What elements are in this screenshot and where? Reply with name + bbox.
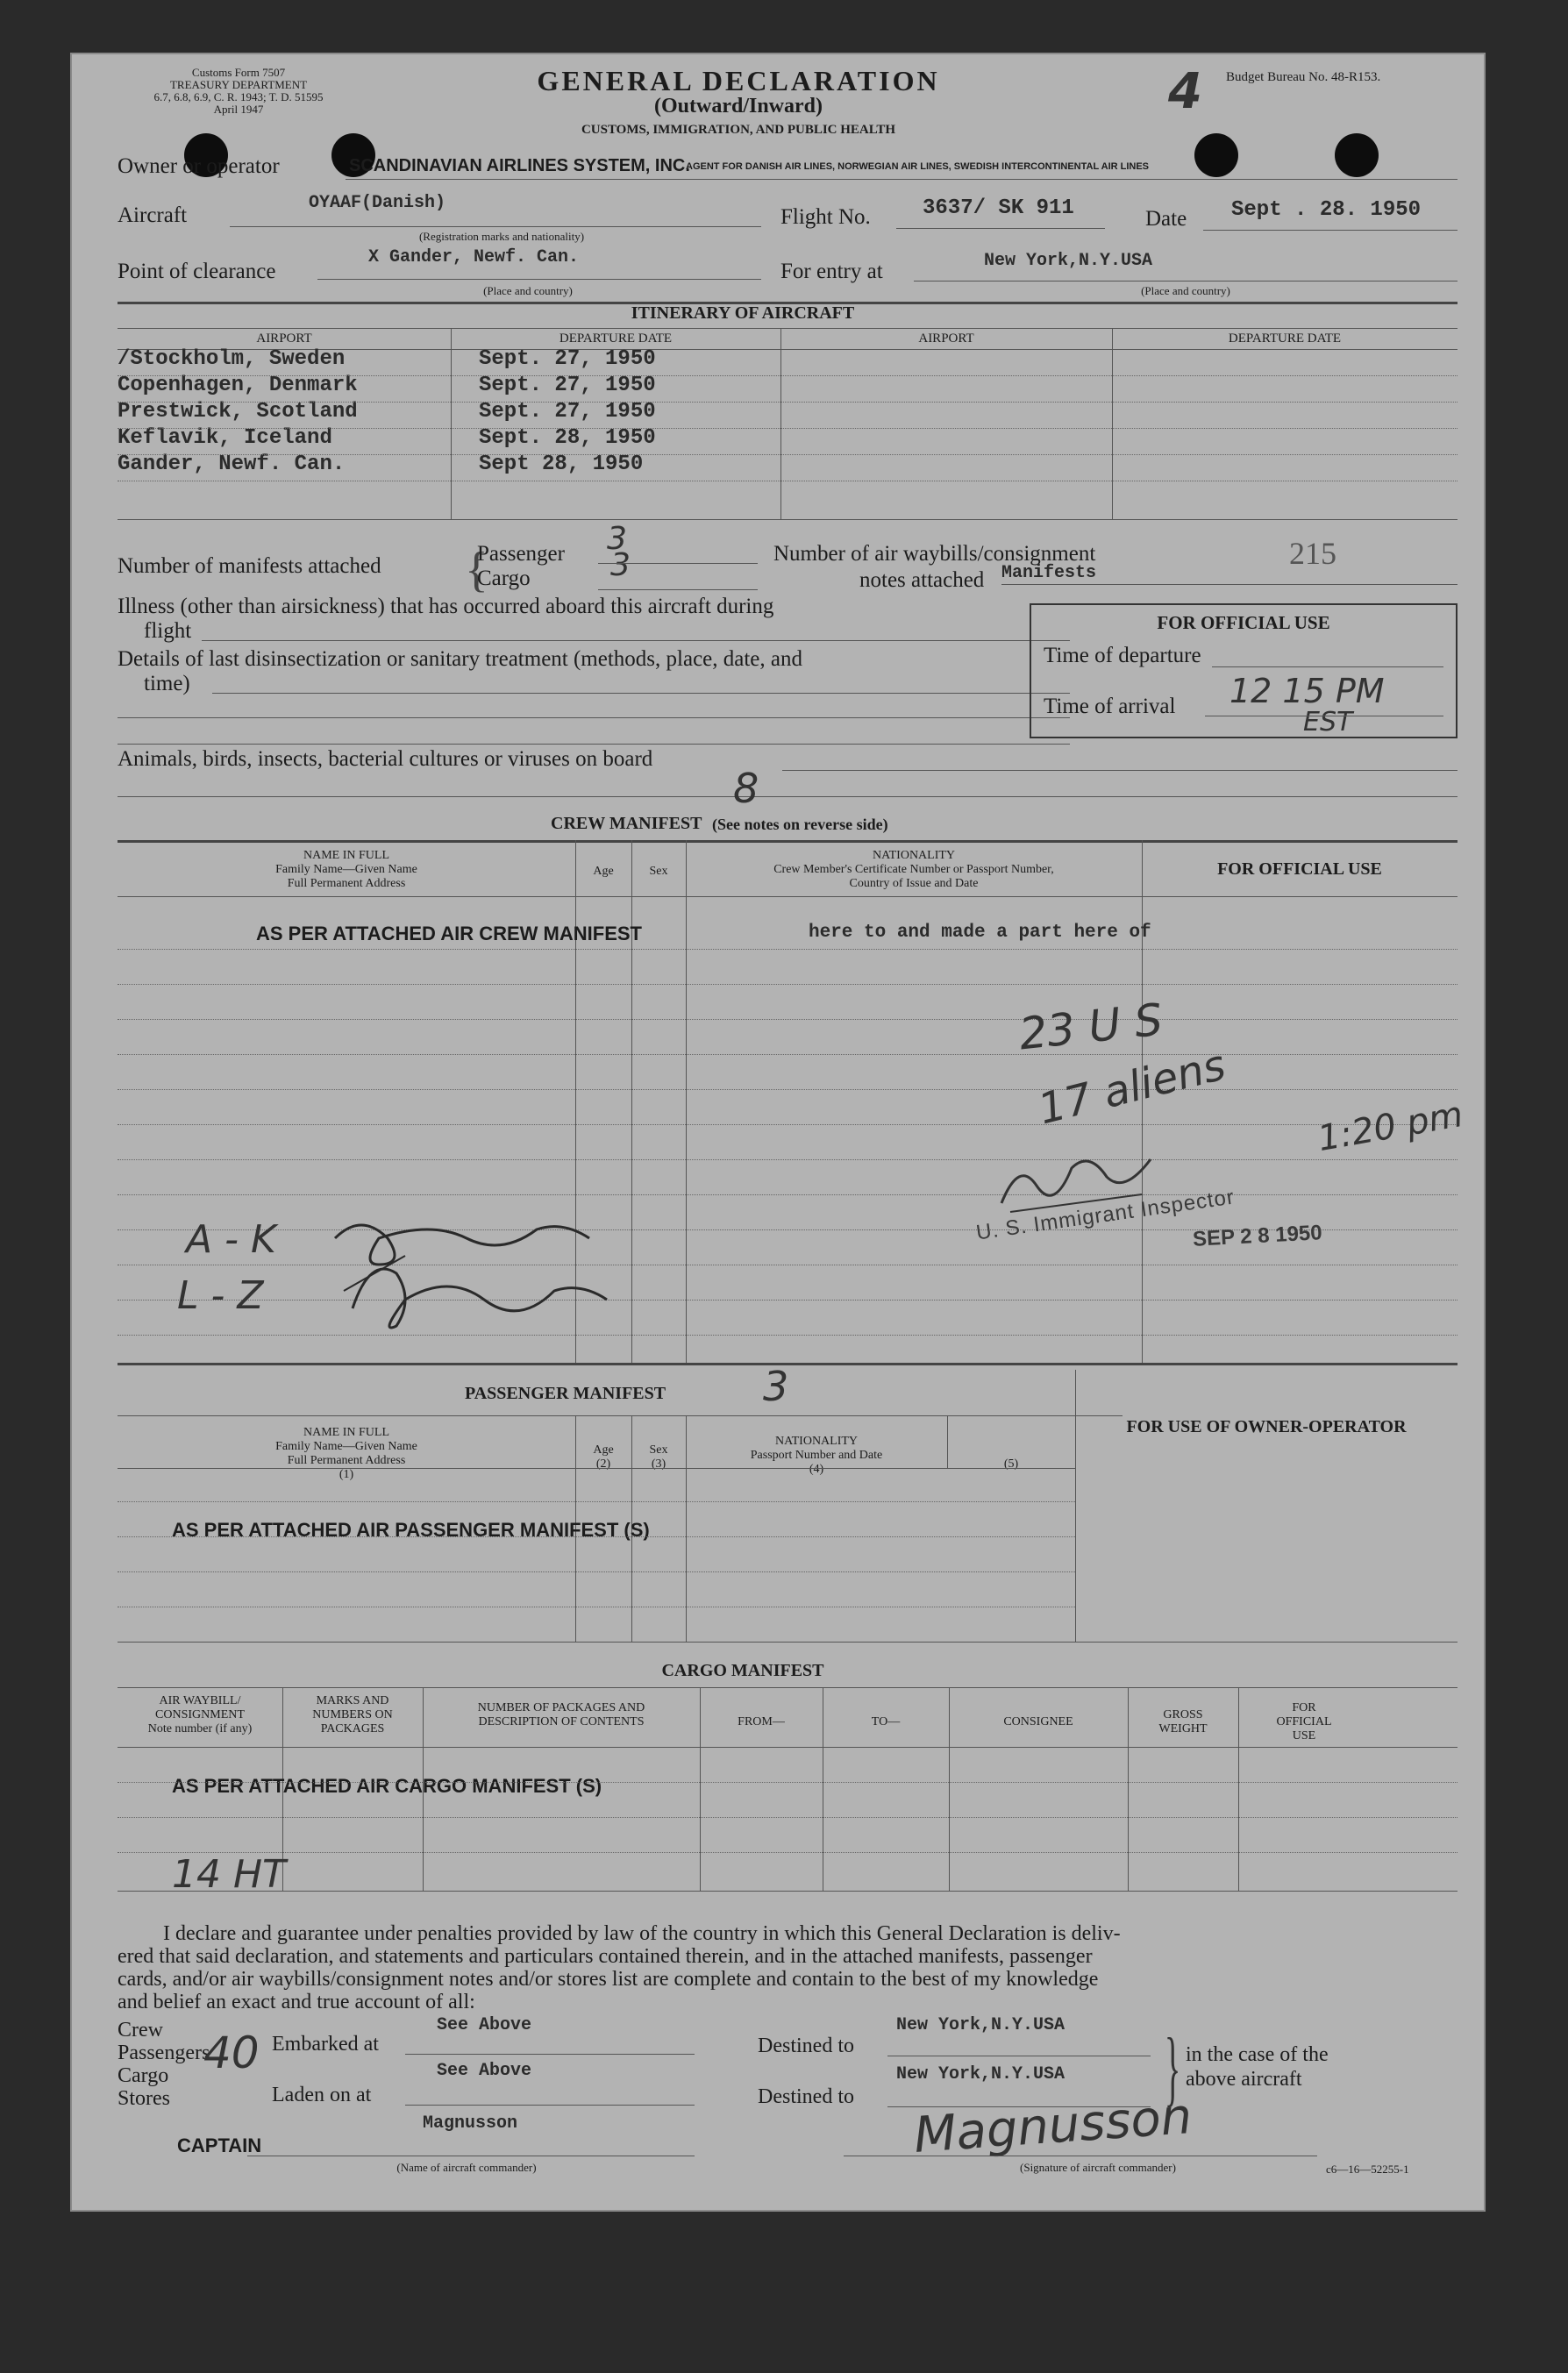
form-id	[125, 67, 353, 116]
form-id-line: Customs Form 7507	[191, 66, 286, 79]
col-text: NUMBER OF PACKAGES AND	[477, 1701, 645, 1714]
inspector-stamp: U. S. Immigrant Inspector	[974, 1185, 1237, 1245]
col-text: Family Name—Given Name	[275, 1440, 417, 1453]
col-text: Sex	[649, 1443, 668, 1457]
col-text: Family Name—Given Name	[275, 863, 417, 876]
cargo-col-official	[1238, 1701, 1370, 1743]
crew-col-name	[118, 849, 575, 891]
col-text: NATIONALITY	[872, 849, 956, 862]
pass-col-owner: FOR USE OF OWNER-OPERATOR	[1126, 1417, 1407, 1436]
cargo-col-consignee: CONSIGNEE	[1003, 1715, 1073, 1728]
arrival-time-label: Time of arrival	[1044, 695, 1176, 718]
col-text: Note number (if any)	[147, 1722, 253, 1735]
cargo-hand-note: 14 HT	[172, 1852, 286, 1897]
clearance-value: X Gander, Newf. Can.	[368, 247, 580, 267]
flight-value: 3637/ SK 911	[923, 196, 1074, 220]
form-title: GENERAL DECLARATION	[537, 65, 940, 96]
arrival-time-hand-2: EST	[1303, 707, 1353, 738]
col-text: CONSIGNMENT	[155, 1708, 245, 1721]
date-value: Sept . 28. 1950	[1231, 198, 1422, 222]
waybills-label: Number of air waybills/consignment	[773, 542, 1096, 566]
pass-col-nationality	[686, 1435, 947, 1477]
manifests-label: Number of manifests attached	[118, 554, 381, 578]
passenger-label: Passenger	[477, 542, 565, 566]
declaration-line: and belief an exact and true account of all:	[118, 1991, 475, 2013]
col-text: USE	[1292, 1729, 1316, 1742]
form-id-line: TREASURY DEPARTMENT	[169, 78, 308, 91]
itin-date: Sept. 27, 1950	[479, 347, 656, 371]
cargo-title: CARGO MANIFEST	[661, 1661, 824, 1680]
col-text: Age	[593, 1443, 614, 1457]
agencies: CUSTOMS, IMMIGRATION, AND PUBLIC HEALTH	[581, 123, 896, 137]
col-text: DESCRIPTION OF CONTENTS	[478, 1715, 645, 1728]
form-id-line: 6.7, 6.8, 6.9, C. R. 1943; T. D. 51595	[153, 90, 324, 103]
itin-airport: Prestwick, Scotland	[118, 400, 358, 424]
budget-bureau: Budget Bureau No. 48-R153.	[1226, 70, 1381, 84]
stores-label: Stores	[118, 2087, 170, 2110]
cargo-typed-main: AS PER ATTACHED AIR CARGO MANIFEST (S)	[172, 1775, 602, 1797]
itin-airport: Gander, Newf. Can.	[118, 453, 346, 476]
aircraft-caption: (Registration marks and nationality)	[418, 230, 585, 243]
flight-label: Flight No.	[780, 205, 871, 229]
crew-hand-lz: L - Z	[177, 1273, 264, 1318]
passengers-label: Passengers	[118, 2042, 210, 2064]
passenger-title: PASSENGER MANIFEST	[465, 1384, 666, 1403]
declaration-form: Customs Form 7507 TREASURY DEPARTMENT 6.7, 6.8, 6.9, C. R. 1943; T. D. 51595 April 1947 GENERAL DECLARATION (Outward/Inward) CUSTOMS, IMMIGRATION, AND PUBLIC HEALTH Budget Bureau No. 48-R153. 4 Owner or operator SCANDINAVIAN AIRLINES SYSTEM, INC. AGENT FOR DANISH AIR LINES, NORWEGIAN AIR LINES, SWEDISH INTERCONTINENTAL AIR LINES Aircraft OYAAF(Danish) (Registration marks and nationality) Flight No. 3637/ SK 911 Date Sept . 28. 1950 Point of clearance X Gander, Newf. Can. (Place and country) For entry at New York,N.Y.USA (Place and country) ITINERARY OF AIRCRAFT AIRPORT DEPARTURE DATE AIRPORT DEPARTURE DATE /Stockholm, Sweden Sept. 27, 1950 Copenhagen, Denmark Sept. 27, 1950 Prestwick, Scotland Sept. 27, 1950 Keflavik, Iceland Sept. 28, 1950 Gander, Newf. Can. Sept 28, 1950 Number of manifests attached { Passenger Cargo 3 3 Number of air waybills/consignment notes attached Manifests 215 Illness (other than airsickness) that has occurred aboard this aircraft during flight Details of last disinsectization or sanitary treatment (methods, place, date, and time) FOR OFFICIAL USE Time of departure Time of arrival 12 15 PM EST Animals, birds, insects, bacterial cultures or viruses on board CREW MANIFEST (See notes on reverse side) 8 NAME IN FULL Family Name—Given Name Full Permanent Address Age Sex NATIONALITY Crew Member's Certificate Number or Passport Number, Country of Issue and Date FOR OFFICIAL USE AS PER ATTACHED AIR CREW MANIFEST here to and made a part here of 23 U S 17 aliens 1:20 pm U. S. Immigrant Inspector SEP 2 8 1950 A - K L - Z PASSENGER MANIFEST 3 NAME IN FULL Family Name—Given Name Full Permanent Address (1) Age (2) Sex (3) NATIONALITY Passport Number and Date (4) (5) FOR USE OF OWNER-OPERATOR AS PER ATTACHED AIR PASSENGER MANIFEST (S) CARGO MANIFEST AIR WAYBILL/ CONSIGNMENT Note number (if any) MARKS AND NUMBERS ON PACKAGES NUMBER OF PACKAGES AND DESCRIPTION OF CONTENTS FROM— TO— CONSIGNEE GROSS WEIGHT FOR OFFICIAL USE AS PER ATTACHED AIR CARGO MANIFEST (S) 14 HT I declare and guarantee under penalties provided by law of the country in which this General Declaration is deliv- ered that said declaration, and statements and particulars contained therein, and in the attached manifests, passenger cards, and/or air waybills/consignment notes and/or stores list are complete and contain to the best of my knowledge and belief an exact and true account of all: Crew Passengers Cargo Stores 40 Embarked at See Above See Above Laden on at Destined to Destined to New York,N.Y.USA New York,N.Y.USA } in the case of the above aircraft CAPTAIN Magnusson (Name of aircraft commander) Magnusson (Signature of aircraft commander) c6—16—52255-1	[72, 54, 1484, 2210]
punch-hole	[1194, 133, 1238, 177]
cargo-col-marks	[282, 1694, 423, 1736]
col-text: (3)	[651, 1457, 666, 1471]
form-id-line: April 1947	[213, 103, 264, 116]
cargo-col-to: TO—	[871, 1715, 901, 1728]
crew-col-sex: Sex	[649, 865, 668, 878]
clearance-caption: (Place and country)	[483, 284, 573, 297]
destined-label-2: Destined to	[758, 2085, 854, 2108]
itin-airport: Copenhagen, Denmark	[118, 374, 358, 397]
illness-label: Illness (other than airsickness) that has occurred aboard this aircraft during	[118, 595, 774, 618]
disinsect-label: Details of last disinsectization or sanitary treatment (methods, place, date, and	[118, 647, 802, 671]
crew-typed-main: AS PER ATTACHED AIR CREW MANIFEST	[256, 923, 642, 944]
declaration-text	[118, 1922, 1458, 2013]
passenger-hand: 3	[607, 521, 627, 557]
date-label: Date	[1145, 207, 1187, 231]
col-text: Crew Member's Certificate Number or Passport Number,	[773, 863, 1054, 876]
col-text: NUMBERS ON	[312, 1708, 393, 1721]
inspector-stamp-date: SEP 2 8 1950	[1192, 1221, 1323, 1251]
owner-value-small: AGENT FOR DANISH AIR LINES, NORWEGIAN AIR LINES, SWEDISH INTERCONTINENTAL AIR LINES	[686, 161, 1150, 172]
in-case-label: in the case of the	[1186, 2043, 1329, 2066]
col-text: Passport Number and Date	[750, 1449, 883, 1462]
col-text: OFFICIAL	[1276, 1715, 1332, 1728]
col-text: NAME IN FULL	[303, 849, 389, 862]
crew-title: CREW MANIFEST	[551, 814, 702, 833]
col-text: NATIONALITY	[774, 1435, 859, 1448]
col-text: Full Permanent Address	[287, 1454, 406, 1467]
pass-col-name	[118, 1426, 575, 1482]
crew-col-nationality	[686, 849, 1142, 891]
itin-col-airport: AIRPORT	[256, 331, 312, 346]
entry-label: For entry at	[780, 260, 883, 283]
print-code: c6—16—52255-1	[1326, 2163, 1409, 2176]
captain-caption: (Name of aircraft commander)	[396, 2161, 537, 2174]
captain-label: CAPTAIN	[177, 2134, 262, 2156]
col-text: (4)	[809, 1463, 824, 1476]
departure-time-label: Time of departure	[1044, 644, 1201, 667]
itin-col-departure-2: DEPARTURE DATE	[1228, 331, 1342, 346]
aircraft-label: Aircraft	[118, 203, 188, 227]
itin-date: Sept 28, 1950	[479, 453, 644, 476]
punch-hole	[1335, 133, 1379, 177]
crew-col-age: Age	[593, 865, 614, 878]
cargo-hand: 3	[610, 547, 631, 583]
cargo-col-from: FROM—	[738, 1715, 785, 1728]
destined-value-2: New York,N.Y.USA	[896, 2064, 1066, 2084]
crew-hand-ak: A - K	[186, 1217, 276, 1262]
crew-title-note: (See notes on reverse side)	[712, 816, 888, 833]
col-text: PACKAGES	[320, 1722, 385, 1735]
itin-col-departure: DEPARTURE DATE	[559, 331, 673, 346]
cargo-decl-label: Cargo	[118, 2064, 169, 2087]
destined-value: New York,N.Y.USA	[896, 2015, 1066, 2035]
signature-caption: (Signature of aircraft commander)	[1020, 2161, 1176, 2174]
passenger-typed-main: AS PER ATTACHED AIR PASSENGER MANIFEST (S)	[172, 1519, 650, 1541]
owner-value: SCANDINAVIAN AIRLINES SYSTEM, INC.	[349, 156, 690, 175]
crew-col-official: FOR OFFICIAL USE	[1217, 859, 1382, 879]
cargo-col-packages	[423, 1701, 700, 1729]
itin-airport: /Stockholm, Sweden	[118, 347, 346, 371]
declaration-line: I declare and guarantee under penalties provided by law of the country in which this General Declaration is deliv-	[163, 1922, 1121, 1945]
col-text: MARKS AND	[316, 1694, 389, 1707]
laden-label: Laden on at	[272, 2084, 372, 2106]
page-mark: 4	[1168, 63, 1202, 120]
pass-col-5: (5)	[1003, 1457, 1019, 1471]
declaration-line: ered that said declaration, and statements and particulars contained therein, and in the attached manifests, passenger	[118, 1945, 1093, 1968]
crew-hand-us: 23 U S	[1016, 994, 1165, 1060]
col-text: Country of Issue and Date	[849, 877, 979, 890]
col-text: (1)	[339, 1468, 354, 1481]
itinerary-title: ITINERARY OF AIRCRAFT	[631, 303, 855, 323]
waybills-value: 215	[1289, 536, 1336, 571]
col-text: AIR WAYBILL/	[159, 1694, 241, 1707]
embarked-label: Embarked at	[272, 2033, 379, 2056]
disinsect-label-2: time)	[144, 672, 190, 695]
cargo-col-waybill	[118, 1694, 282, 1736]
form-subtitle: (Outward/Inward)	[653, 95, 823, 118]
crew-signature	[326, 1203, 616, 1343]
col-text: (2)	[595, 1457, 611, 1471]
itin-date: Sept. 27, 1950	[479, 400, 656, 424]
clearance-label: Point of clearance	[118, 260, 276, 283]
itin-date: Sept. 28, 1950	[479, 426, 656, 450]
captain-signature: Magnusson	[912, 2088, 1194, 2164]
cargo-col-weight	[1128, 1708, 1238, 1736]
col-text: Full Permanent Address	[287, 877, 406, 890]
entry-value: New York,N.Y.USA	[984, 251, 1153, 271]
destined-label: Destined to	[758, 2035, 854, 2057]
animals-label: Animals, birds, insects, bacterial cultures or viruses on board	[118, 747, 653, 771]
captain-name: Magnusson	[423, 2113, 518, 2134]
arrival-time-hand: 12 15 PM	[1229, 672, 1385, 710]
entry-caption: (Place and country)	[1141, 284, 1230, 297]
col-text: GROSS	[1163, 1708, 1203, 1721]
declaration-line: cards, and/or air waybills/consignment notes and/or stores list are complete and contain to the best of my knowledge	[118, 1968, 1099, 1991]
owner-label: Owner or operator	[118, 154, 280, 178]
decl-hand-count: 40	[203, 2027, 260, 2078]
inspector-initials	[993, 1142, 1168, 1221]
aircraft-value: OYAAF(Danish)	[309, 193, 446, 213]
itin-airport: Keflavik, Iceland	[118, 426, 332, 450]
notes-label: notes attached	[859, 568, 985, 592]
itin-date: Sept. 27, 1950	[479, 374, 656, 397]
col-text: NAME IN FULL	[303, 1426, 389, 1439]
crew-typed-tail: here to and made a part here of	[809, 923, 1151, 943]
official-use-title: FOR OFFICIAL USE	[1157, 612, 1330, 633]
crew-label: Crew	[118, 2019, 163, 2042]
itin-col-airport-2: AIRPORT	[918, 331, 974, 346]
crew-hand-count: 8	[733, 765, 759, 812]
illness-label-2: flight	[144, 619, 192, 643]
embarked-value: See Above	[437, 2015, 532, 2035]
crew-hand-aliens: 17 aliens	[1033, 1040, 1230, 1135]
laden-value: See Above	[437, 2061, 532, 2081]
crew-hand-time: 1:20 pm	[1315, 1094, 1466, 1160]
passenger-hand-count: 3	[763, 1363, 789, 1410]
waybills-typed: Manifests	[1001, 563, 1097, 583]
col-text: WEIGHT	[1158, 1722, 1208, 1735]
cargo-label: Cargo	[477, 567, 531, 590]
col-text: FOR	[1292, 1701, 1316, 1714]
above-aircraft-label: above aircraft	[1186, 2068, 1302, 2091]
